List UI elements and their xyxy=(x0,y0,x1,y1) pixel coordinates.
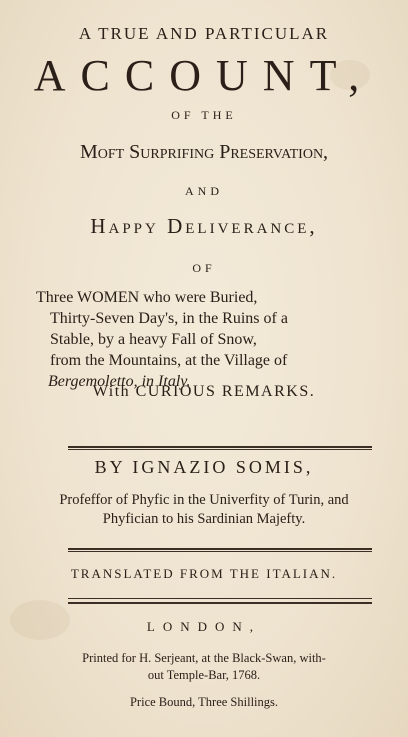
credential-line: Phyfician to his Sardinian Majefty. xyxy=(102,511,306,527)
description-line: Bergemoletto, in Italy. xyxy=(48,373,191,390)
divider-rule xyxy=(68,602,372,604)
divider-rule xyxy=(68,551,372,552)
translation-note: TRANSLATED FROM THE ITALIAN. xyxy=(70,566,338,581)
description xyxy=(36,287,376,392)
title-line-7: OF xyxy=(192,261,216,275)
description-line: Stable, by a heavy Fall of Snow, xyxy=(50,331,257,348)
credential-line: Profeffor of Phyfic in the Univerfity of Turin, and xyxy=(59,492,349,508)
divider-rule xyxy=(68,449,372,450)
author-line: BY IGNAZIO SOMIS, xyxy=(94,457,314,477)
divider-rule xyxy=(68,598,372,599)
description-line: from the Mountains, at the Village of xyxy=(50,352,288,369)
title-line-1: A TRUE AND PARTICULAR xyxy=(78,24,330,43)
divider-rule xyxy=(68,446,372,448)
description-line: Three WOMEN who were Buried, xyxy=(36,289,258,306)
printer-line: Printed for H. Serjeant, at the Black-Swan, with- xyxy=(82,651,326,665)
imprint-city: LONDON, xyxy=(146,619,262,634)
description-line: Thirty-Seven Day's, in the Ruins of a xyxy=(50,310,288,327)
title-line-2: ACCOUNT, xyxy=(33,51,375,100)
title-line-6: Happy Deliverance, xyxy=(90,214,318,238)
imprint-price: Price Bound, Three Shillings. xyxy=(129,695,279,709)
imprint-printer xyxy=(0,650,408,684)
author-credentials xyxy=(0,491,408,529)
title-line-3: OF THE xyxy=(171,108,237,122)
printer-line: out Temple-Bar, 1768. xyxy=(147,668,261,682)
remarks-line: With CURIOUS REMARKS. xyxy=(92,383,316,400)
title-line-5: AND xyxy=(185,184,223,198)
title-line-4: Moft Surprifing Preservation, xyxy=(79,141,329,163)
divider-rule xyxy=(68,548,372,550)
